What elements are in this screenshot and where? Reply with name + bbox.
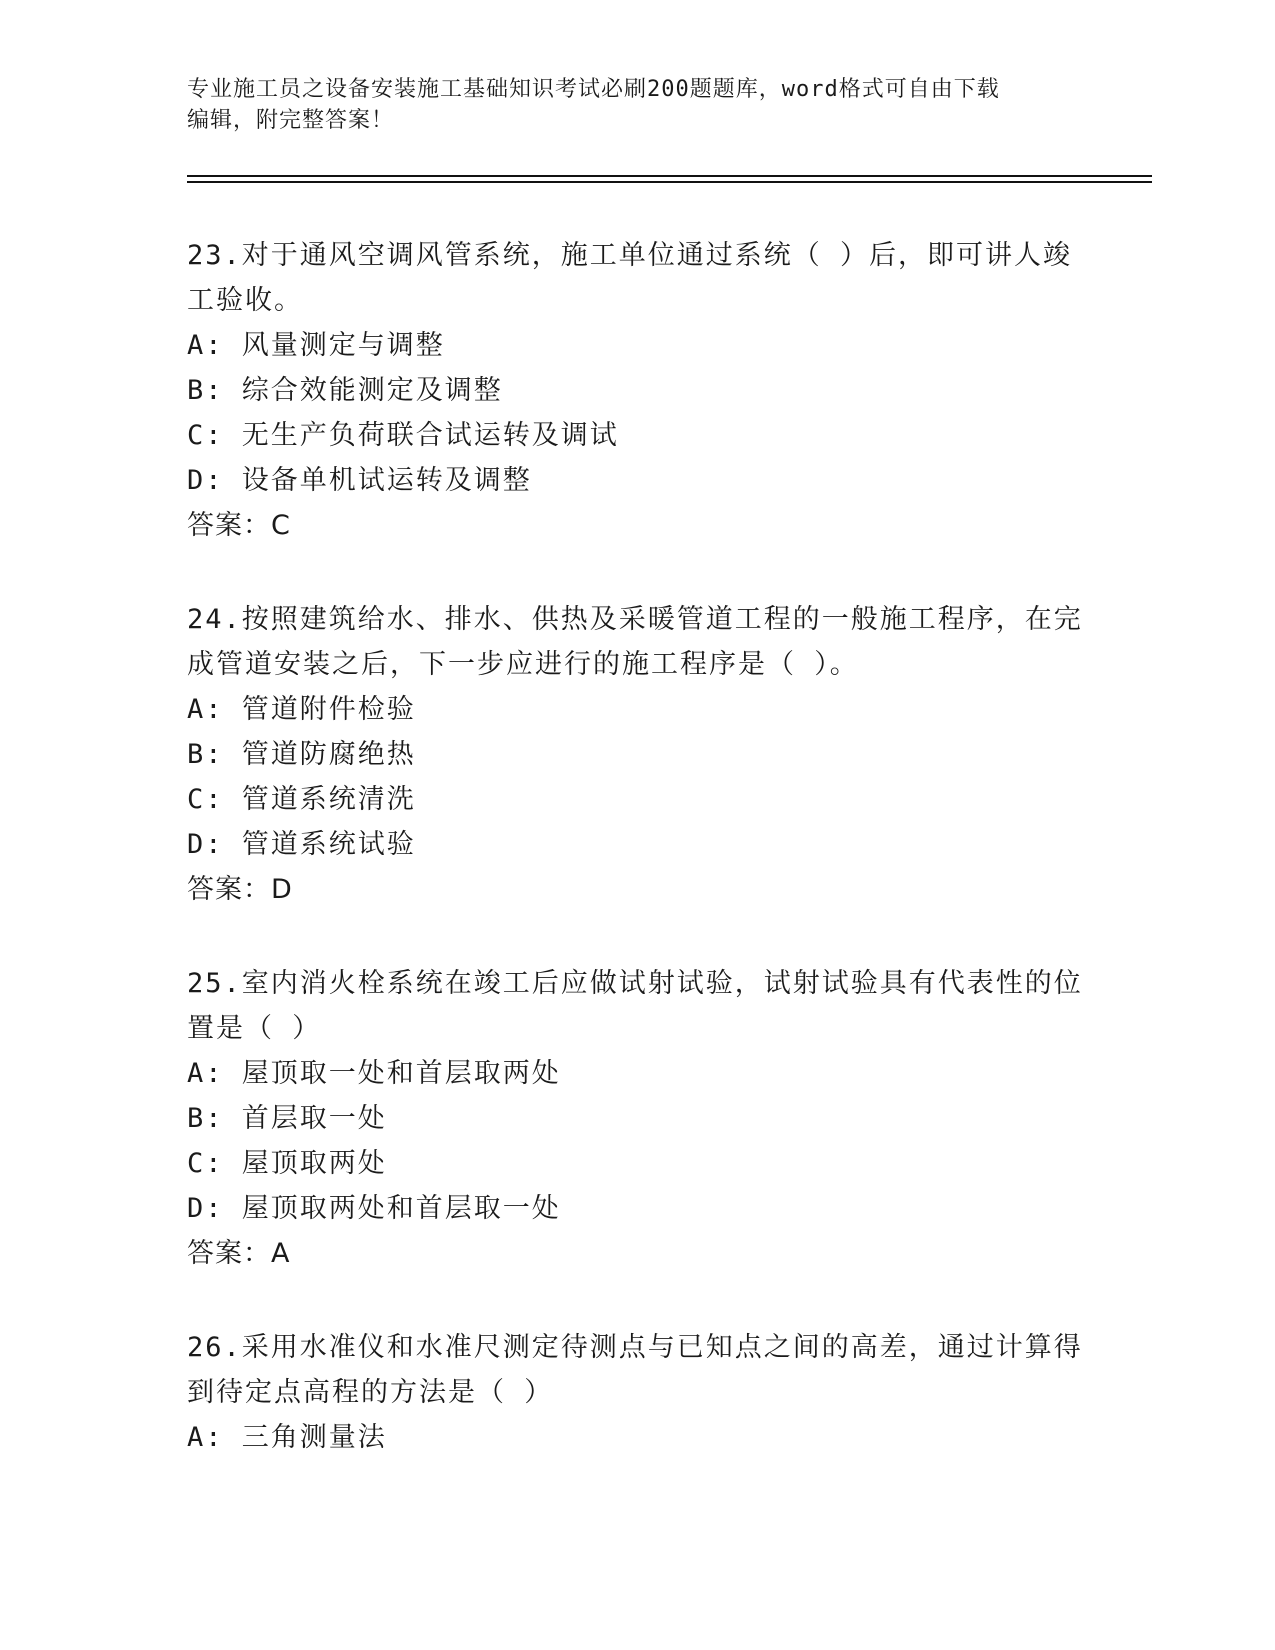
question-stem-line: 工验收。 [187,285,303,316]
question-stem-line: 24.按照建筑给水、排水、供热及采暖管道工程的一般施工程序，在完 [187,604,1083,635]
header-divider-bottom [187,181,1152,183]
option-d: D: 管道系统试验 [187,829,416,860]
question-25 [187,961,1087,1277]
answer: 答案：D [187,874,293,905]
option-b: B: 管道防腐绝热 [187,739,416,770]
question-stem-line: 23.对于通风空调风管系统，施工单位通过系统（ ）后，即可讲人竣 [187,240,1073,271]
question-stem-line: 到待定点高程的方法是（ ） [187,1377,554,1408]
document-header [187,74,1067,136]
question-stem-line: 26.采用水准仪和水准尺测定待测点与已知点之间的高差，通过计算得 [187,1332,1083,1363]
header-line-1: 专业施工员之设备安装施工基础知识考试必刷200题题库，word格式可自由下载 [187,77,1000,102]
question-26 [187,1325,1087,1460]
option-d: D: 设备单机试运转及调整 [187,465,532,496]
option-a: A: 风量测定与调整 [187,330,445,361]
question-23 [187,233,1087,549]
option-d: D: 屋顶取两处和首层取一处 [187,1193,561,1224]
option-a: A: 管道附件检验 [187,694,416,725]
option-a: A: 三角测量法 [187,1422,387,1453]
question-stem-line: 成管道安装之后，下一步应进行的施工程序是（ ）。 [187,649,859,680]
option-b: B: 首层取一处 [187,1103,387,1134]
header-divider-top [187,175,1152,177]
answer: 答案：A [187,1238,291,1269]
option-b: B: 综合效能测定及调整 [187,375,503,406]
option-c: C: 无生产负荷联合试运转及调试 [187,420,619,451]
question-stem-line: 置是（ ） [187,1013,322,1044]
question-24 [187,597,1087,913]
header-line-2: 编辑，附完整答案！ [187,108,395,133]
answer: 答案：C [187,510,291,541]
option-c: C: 管道系统清洗 [187,784,416,815]
option-c: C: 屋顶取两处 [187,1148,387,1179]
question-stem-line: 25.室内消火栓系统在竣工后应做试射试验，试射试验具有代表性的位 [187,968,1083,999]
option-a: A: 屋顶取一处和首层取两处 [187,1058,561,1089]
